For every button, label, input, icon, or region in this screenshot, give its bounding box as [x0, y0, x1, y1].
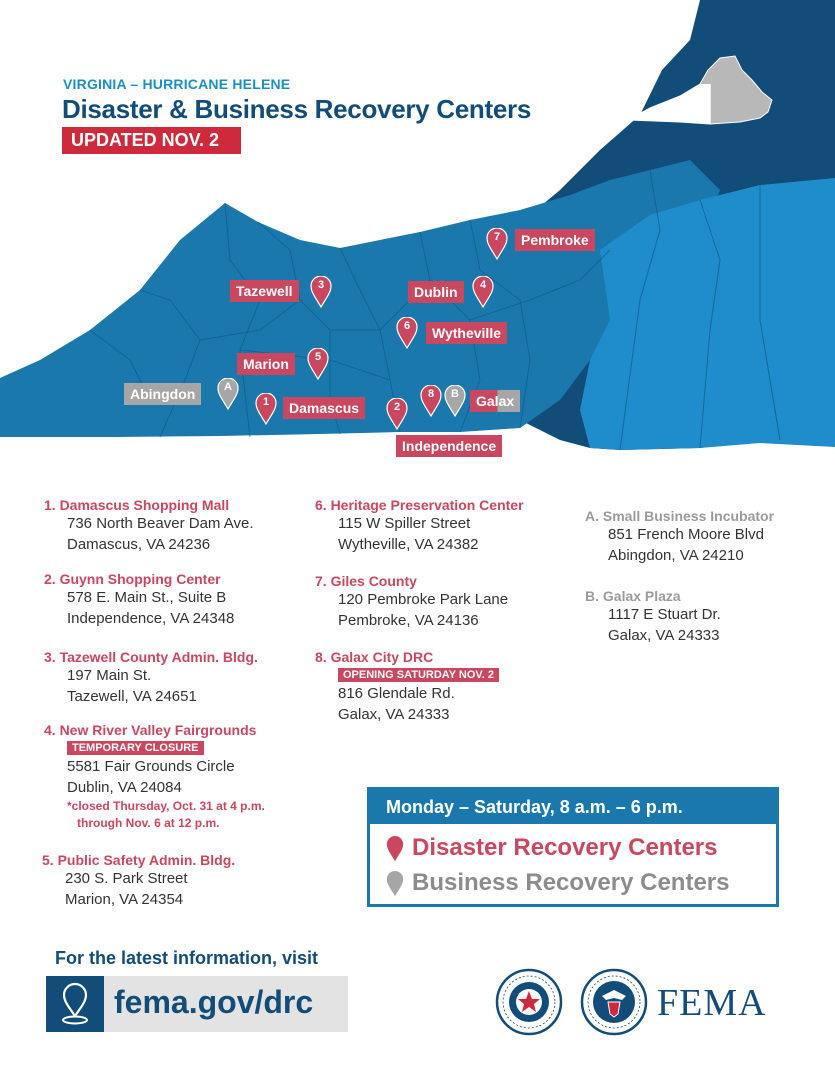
eyebrow-text: VIRGINIA – HURRICANE HELENE	[63, 76, 291, 92]
drc-pin-3[interactable]	[310, 276, 332, 308]
location-7	[315, 573, 508, 631]
pin-number: 7	[493, 231, 501, 243]
city-label-abingdon: Abingdon	[124, 383, 201, 405]
location-4	[44, 722, 265, 832]
opening-badge: OPENING SATURDAY NOV. 2	[338, 668, 499, 682]
location-address: 230 S. Park Street	[65, 870, 188, 887]
location-name: 8. Galax City DRC	[315, 649, 434, 665]
location-address: 5581 Fair Grounds Circle	[67, 758, 235, 775]
legend-box	[367, 787, 779, 907]
hours-banner: Monday – Saturday, 8 a.m. – 6 p.m.	[370, 790, 776, 824]
location-6	[315, 497, 524, 555]
location-b	[585, 588, 721, 646]
location-city: Independence, VA 24348	[67, 610, 235, 627]
closure-note: *closed Thursday, Oct. 31 at 4 p.m.	[67, 799, 265, 813]
city-label-galax: Galax	[470, 390, 520, 412]
location-city: Pembroke, VA 24136	[338, 612, 479, 629]
drc-pin-icon	[386, 836, 404, 862]
drc-pin-5[interactable]	[307, 348, 329, 380]
drc-pin-1[interactable]	[255, 393, 277, 425]
fema-logo: FEMA	[657, 982, 767, 1024]
dhs-seal	[580, 968, 648, 1036]
location-name: B. Galax Plaza	[585, 588, 681, 604]
location-city: Damascus, VA 24236	[67, 536, 211, 553]
location-name: 3. Tazewell County Admin. Bldg.	[44, 649, 258, 665]
location-name: 7. Giles County	[315, 573, 417, 589]
location-pin-icon	[46, 976, 104, 1032]
legend-drc	[386, 834, 718, 862]
city-label-independence: Independence	[396, 435, 502, 457]
brc-pin-b[interactable]	[444, 385, 466, 417]
url-box[interactable]	[46, 976, 348, 1032]
pin-number: 2	[393, 401, 401, 413]
pin-number: 4	[479, 279, 487, 291]
legend-brc	[386, 869, 729, 897]
closure-note-2: through Nov. 6 at 12 p.m.	[77, 816, 220, 830]
location-name: 4. New River Valley Fairgrounds	[44, 722, 257, 738]
location-name: 5. Public Safety Admin. Bldg.	[42, 852, 236, 868]
pin-number: 5	[314, 351, 322, 363]
location-city: Marion, VA 24354	[65, 891, 184, 908]
location-name: 2. Guynn Shopping Center	[44, 571, 221, 587]
fema-drc-link[interactable]: fema.gov/drc	[114, 984, 314, 1020]
visit-text: For the latest information, visit	[55, 948, 319, 968]
location-address: 120 Pembroke Park Lane	[338, 591, 509, 608]
location-5	[42, 852, 235, 910]
city-label-tazewell: Tazewell	[230, 280, 299, 302]
closure-badge: TEMPORARY CLOSURE	[67, 741, 204, 755]
drc-pin-8[interactable]	[420, 385, 442, 417]
location-city: Galax, VA 24333	[338, 706, 450, 723]
location-address: 816 Glendale Rd.	[338, 685, 455, 702]
city-label-pembroke: Pembroke	[515, 229, 595, 251]
city-label-dublin: Dublin	[408, 281, 464, 303]
location-city: Galax, VA 24333	[608, 627, 720, 644]
location-address: 197 Main St.	[67, 667, 152, 684]
location-name: 6. Heritage Preservation Center	[315, 497, 524, 513]
location-city: Dublin, VA 24084	[67, 779, 182, 796]
pin-number: 8	[427, 388, 435, 400]
drc-pin-4[interactable]	[472, 276, 494, 308]
city-label-damascus: Damascus	[283, 397, 365, 419]
pin-letter: B	[451, 388, 459, 400]
location-2	[44, 571, 234, 629]
pin-letter: A	[224, 381, 232, 393]
legend-drc-label: Disaster Recovery Centers	[412, 834, 718, 861]
page-title: Disaster & Business Recovery Centers	[62, 94, 531, 124]
city-label-marion: Marion	[237, 353, 295, 375]
location-city: Tazewell, VA 24651	[67, 688, 197, 705]
updated-badge: UPDATED NOV. 2	[62, 127, 241, 154]
location-city: Wytheville, VA 24382	[338, 536, 479, 553]
location-a	[585, 508, 774, 566]
location-address: 1117 E Stuart Dr.	[608, 606, 721, 623]
location-address: 851 French Moore Blvd	[608, 526, 764, 543]
brc-pin-icon	[386, 871, 404, 897]
location-name: 1. Damascus Shopping Mall	[44, 497, 230, 513]
location-3	[44, 649, 258, 707]
drc-pin-6[interactable]	[396, 317, 418, 349]
pin-number: 1	[262, 396, 270, 408]
location-8	[315, 649, 499, 725]
location-address: 736 North Beaver Dam Ave.	[67, 515, 254, 532]
brc-pin-a[interactable]	[217, 378, 239, 410]
pin-number: 3	[317, 279, 325, 291]
city-label-wytheville: Wytheville	[426, 322, 507, 344]
drc-pin-2[interactable]	[386, 398, 408, 430]
location-name: A. Small Business Incubator	[585, 508, 775, 524]
vdem-seal	[495, 968, 563, 1036]
legend-brc-label: Business Recovery Centers	[412, 869, 730, 896]
location-address: 115 W Spiller Street	[338, 515, 471, 532]
location-city: Abingdon, VA 24210	[608, 547, 744, 564]
drc-pin-7[interactable]	[486, 228, 508, 260]
location-1	[44, 497, 254, 555]
pin-number: 6	[403, 320, 411, 332]
location-address: 578 E. Main St., Suite B	[67, 589, 227, 606]
